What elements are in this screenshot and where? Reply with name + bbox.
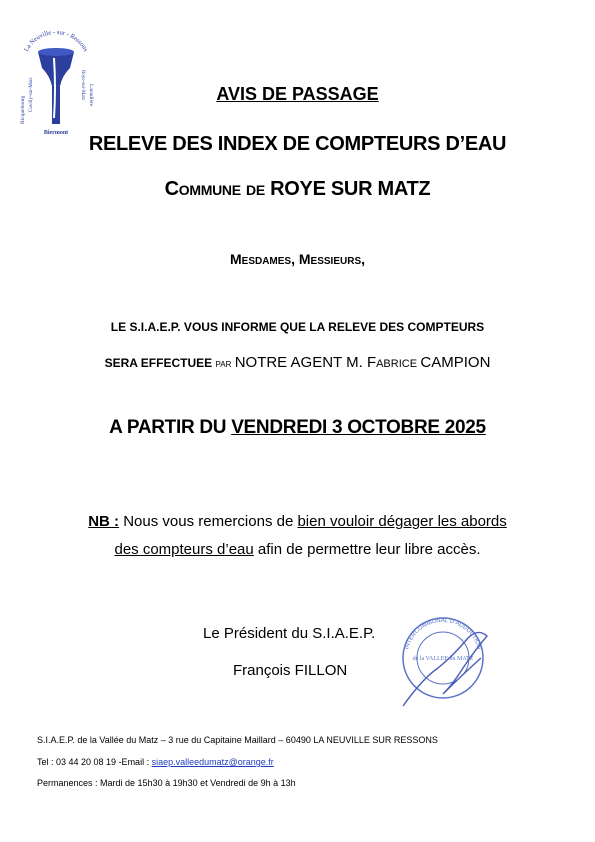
info-line-1: LE S.I.A.E.P. VOUS INFORME QUE LA RELEVE DES COMPTEURS	[110, 320, 485, 334]
stamp-center-text: de la VALLEE du MATZ	[412, 656, 474, 662]
logo-left-text: Ricquebourg	[20, 95, 26, 124]
nb-line-2	[0, 541, 595, 558]
logo-right-text-2: Roye-sur-Matz	[80, 70, 85, 101]
stamp-arc-text: INTERCOMMUNAL D'ADDUCTION	[404, 617, 482, 651]
logo-bottom-text: Biermont	[43, 130, 69, 136]
footer-hours: Permanences : Mardi de 15h30 à 19h30 et Vendredi de 9h à 13h	[37, 778, 296, 788]
nb-label: NB :	[88, 513, 120, 530]
logo-arc-text: La Neuville - sur - Ressons	[22, 28, 90, 53]
logo-right-text: Lataulière	[88, 84, 94, 107]
info-par: par	[215, 356, 232, 370]
logo-left-text-2: Cuvilly-sur-Matz	[29, 77, 34, 112]
info-firstname: Fabrice	[366, 354, 418, 371]
date-value: VENDREDI 3 OCTOBRE 2025	[231, 417, 486, 438]
nb-text-2: bien vouloir dégager les abords	[297, 513, 507, 530]
official-stamp	[383, 598, 503, 718]
date-prefix: A PARTIR DU	[109, 417, 227, 438]
commune-name: ROYE SUR MATZ	[270, 178, 431, 200]
nb-text-4: afin de permettre leur libre accès.	[257, 541, 481, 558]
visit-date-line	[0, 417, 595, 439]
page-title: AVIS DE PASSAGE	[216, 84, 379, 104]
commune-prefix: Commune de	[164, 178, 265, 200]
footer-address: S.I.A.E.P. de la Vallée du Matz – 3 rue du Capitaine Maillard – 60490 LA NEUVILLE SUR RESSONS	[37, 735, 438, 745]
greeting: Mesdames, Messieurs,	[229, 251, 366, 267]
info-agent: NOTRE AGENT M.	[234, 354, 363, 371]
footer-email-link[interactable]: siaep.valleedumatz@orange.fr	[151, 757, 274, 767]
commune-line	[0, 178, 595, 201]
nb-line-1	[0, 513, 595, 530]
nb-text-3: des compteurs d’eau	[114, 541, 254, 558]
footer-tel: Tel : 03 44 20 08 19 -Email :	[37, 757, 150, 767]
footer-contact	[37, 757, 274, 767]
signatory-name: François FILLON	[233, 662, 348, 679]
nb-text-1: Nous vous remercions de	[123, 513, 294, 530]
info-effectuee: SERA EFFECTUEE	[104, 356, 213, 370]
document-subtitle: RELEVE DES INDEX DE COMPTEURS D’EAU	[88, 133, 507, 155]
info-lastname: CAMPION	[420, 354, 491, 371]
info-line-2	[0, 354, 595, 371]
signatory-role: Le Président du S.I.A.E.P.	[203, 625, 376, 642]
